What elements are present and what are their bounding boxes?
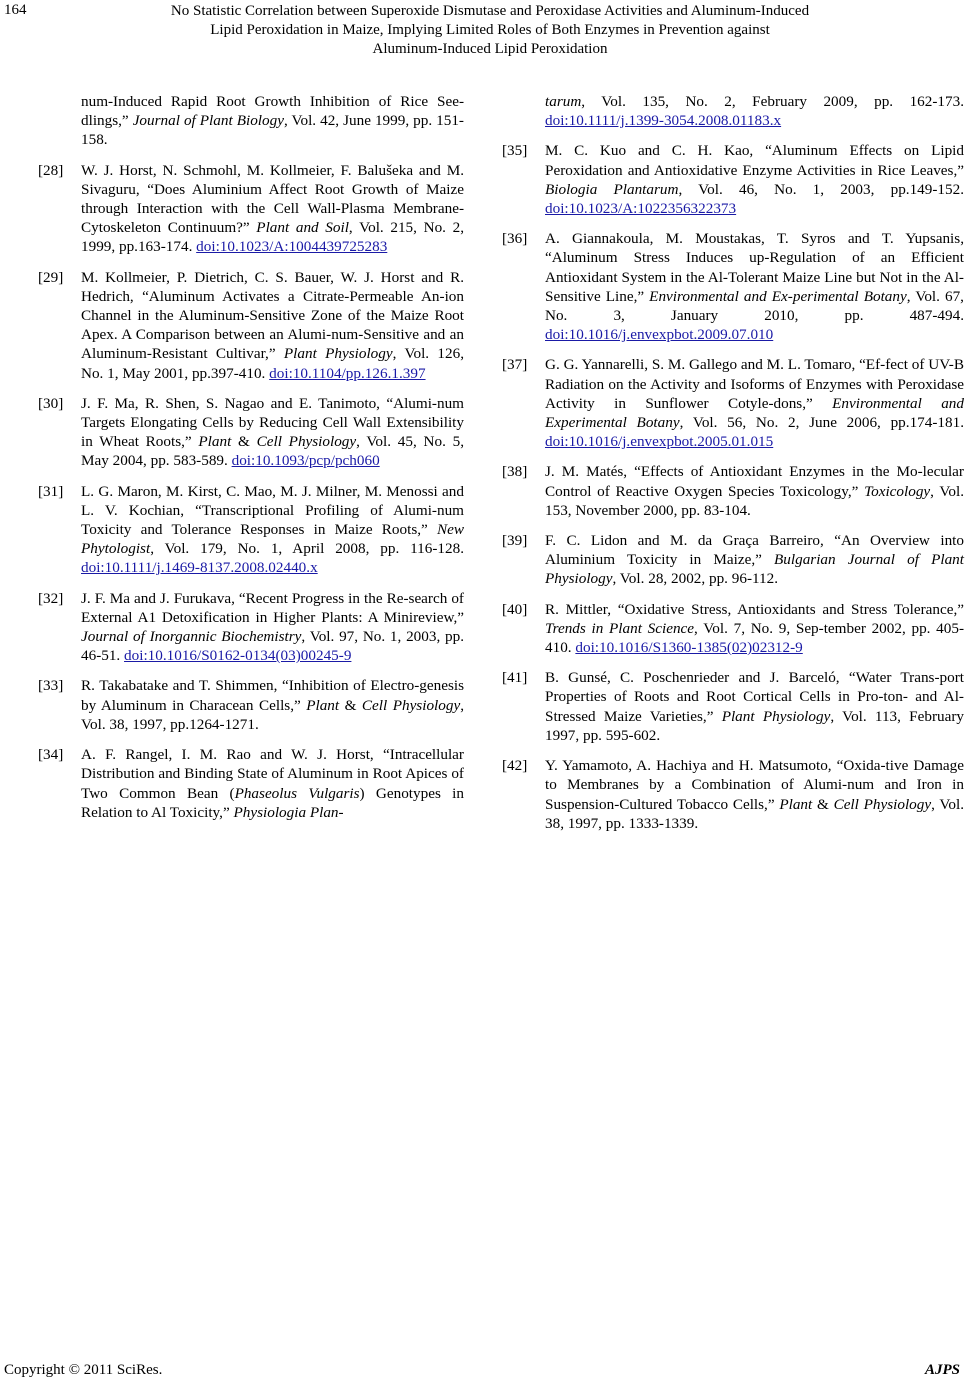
reference-text: A. F. Rangel, I. M. Rao and W. J. Horst, “Intracellular Distribution and Binding State of Aluminum in Root Apices of Two Common Bean (Phaseolus Vulgaris) Genotypes in Relation to Al Toxicity,” Physiologia Plan- [81,746,464,821]
reference-text: num-Induced Rapid Root Growth Inhibition of Rice See-dlings,” Journal of Plant Biology, Vol. 42, June 1999, pp. 151-158. [81,93,464,149]
reference-number: [32] [38,589,64,607]
reference-text: L. G. Maron, M. Kirst, C. Mao, M. J. Milner, M. Menossi and L. V. Kochian, “Transcriptional Profiling of Alumi-num Toxicity and Tolerance Responses in Maize Roots,” New Phytologist, Vol. 179, No. 1, April 2008, pp. 116-128. doi:10.1111/j.1469-8137.2008.02440.x [81,482,464,577]
reference-entry [502,756,964,833]
page-number: 164 [4,2,27,18]
reference-number: [30] [38,394,64,412]
reference-text: G. G. Yannarelli, S. M. Gallego and M. L. Tomaro, “Ef-fect of UV-B Radiation on the Activity and Isoforms of Enzymes with Peroxidase Activity in Sunflower Cotyle-dons,” Environmental and Experimental Botany, Vol. 56, No. 2, June 2006, pp.174-181. doi:10.1016/j.envexpbot.2005.01.015 [545,356,964,451]
reference-text: Y. Yamamoto, A. Hachiya and H. Matsumoto, “Oxida-tive Damage to Membranes by a Combination of Alumi-num and Iron in Suspension-Cultured Tobacco Cells,” Plant & Cell Physiology, Vol. 38, 1997, pp. 1333-1339. [545,757,964,832]
reference-number: [33] [38,677,64,695]
reference-number: [28] [38,161,64,179]
reference-number: [35] [502,142,528,160]
running-title-line-1: No Statistic Correlation between Superoxide Dismutase and Peroxidase Activities and Aluminum-Induced [170,3,810,19]
reference-number: [29] [38,268,64,286]
reference-number: [31] [38,482,64,500]
doi-link[interactable]: doi:10.1023/A:1022356322373 [545,200,737,218]
reference-text: M. Kollmeier, P. Dietrich, C. S. Bauer, W. J. Horst and R. Hedrich, “Aluminum Activates a Citrate-Permeable An-ion Channel in the Aluminum-Sensitive Zone of the Maize Root Apex. A Comparison between an Alumi-num-Sensitive and an Aluminum-Resistant Cultivar,” Plant Physiology, Vol. 126, No. 1, May 2001, pp.397-410. doi:10.1104/pp.126.1.397 [81,268,464,382]
reference-entry [502,462,964,520]
journal-abbreviation: AJPS [924,1362,960,1378]
reference-entry [38,394,464,471]
running-title-line-2: Lipid Peroxidation in Maize, Implying Limited Roles of Both Enzymes in Prevention against [210,22,770,38]
reference-number: [36] [502,230,528,248]
doi-link[interactable]: doi:10.1111/j.1469-8137.2008.02440.x [81,559,318,577]
doi-link[interactable]: doi:10.1111/j.1399-3054.2008.01183.x [545,112,782,130]
reference-entry [502,600,964,658]
doi-link[interactable]: doi:10.1016/j.envexpbot.2005.01.015 [545,433,774,451]
doi-link[interactable]: doi:10.1023/A:1004439725283 [196,238,388,256]
reference-column-right [502,92,964,844]
reference-text: F. C. Lidon and M. da Graça Barreiro, “An Overview into Aluminium Toxicity in Maize,” Bulgarian Journal of Plant Physiology, Vol. 28, 2002, pp. 96-112. [545,532,964,588]
reference-number: [34] [38,746,64,764]
reference-text: M. C. Kuo and C. H. Kao, “Aluminum Effects on Lipid Peroxidation and Antioxidative Enzyme Activities in Rice Leaves,” Biologia Plantarum, Vol. 46, No. 1, 2003, pp.149-152. doi:10.1023/A:1022356322373 [545,142,965,218]
reference-text: J. F. Ma and J. Furukava, “Recent Progress in the Re-search of External A1 Detoxification in Higher Plants: A Minireview,” Journal of Inorgannic Biochemistry, Vol. 97, No. 1, 2003, pp. 46-51. doi:10.1016/S0162-0134(03)00245-9 [81,589,464,665]
reference-text: A. Giannakoula, M. Moustakas, T. Syros and T. Yupsanis, “Aluminum Stress Induces up-Regulation of an Efficient Antioxidant System in the Al-Tolerant Maize Line but Not in the Al-Sensitive Line,” Environmental and Ex-perimental Botany, Vol. 67, No. 3, January 2010, pp. 487-494. doi:10.1016/j.envexpbot.2009.07.010 [545,230,964,344]
reference-number: [42] [502,757,528,775]
reference-number: [40] [502,600,528,618]
reference-entry [38,589,464,666]
doi-link[interactable]: doi:10.1016/S0162-0134(03)00245-9 [124,647,352,665]
doi-link[interactable]: doi:10.1093/pcp/pch060 [231,452,380,470]
reference-entry [38,676,464,734]
reference-text: B. Gunsé, C. Poschenrieder and J. Barceló, “Water Trans-port Properties of Roots and Root Cortical Cells in Pro-ton- and Al-Stressed Maize Varieties,” Plant Physiology, Vol. 113, February 1997, pp. 595-602. [545,669,965,744]
reference-column-left [38,92,464,833]
copyright-notice: Copyright © 2011 SciRes. [4,1362,163,1378]
reference-text: J. F. Ma, R. Shen, S. Nagao and E. Tanimoto, “Alumi-num Targets Elongating Cells by Reducing Cell Wall Extensibility in Wheat Roots,” Plant & Cell Physiology, Vol. 45, No. 5, May 2004, pp. 583-589. doi:10.1093/pcp/pch060 [81,394,465,470]
reference-entry [502,531,964,589]
running-title-line-3: Aluminum-Induced Lipid Peroxidation [372,41,608,57]
reference-text: tarum, Vol. 135, No. 2, February 2009, pp. 162-173. doi:10.1111/j.1399-3054.2008.01183.x [545,93,964,130]
doi-link[interactable]: doi:10.1104/pp.126.1.397 [269,364,426,382]
reference-text: J. M. Matés, “Effects of Antioxidant Enzymes in the Mo-lecular Control of Reactive Oxygen Species Toxicology,” Toxicology, Vol. 153, November 2000, pp. 83-104. [545,463,964,519]
doi-link[interactable]: doi:10.1016/j.envexpbot.2009.07.010 [545,326,774,344]
reference-entry [502,355,964,451]
reference-number: [41] [502,669,528,687]
doi-link[interactable]: doi:10.1016/S1360-1385(02)02312-9 [575,639,803,657]
reference-text: R. Takabatake and T. Shimmen, “Inhibition of Electro-genesis by Aluminum in Characean Cells,” Plant & Cell Physiology, Vol. 38, 1997, pp.1264-1271. [81,677,464,733]
reference-entry [38,161,464,257]
reference-entry [502,141,964,218]
reference-entry [38,745,464,822]
reference-entry [502,229,964,344]
reference-entry [38,482,464,578]
reference-entry [38,92,464,150]
reference-number: [38] [502,463,528,481]
reference-number: [39] [502,532,528,550]
running-title [100,2,880,59]
reference-entry [502,668,964,745]
reference-entry [38,268,464,383]
reference-text: R. Mittler, “Oxidative Stress, Antioxidants and Stress Tolerance,” Trends in Plant Science, Vol. 7, No. 9, Sep-tember 2002, pp. 405-410. doi:10.1016/S1360-1385(02)02312-9 [545,600,965,657]
reference-number: [37] [502,356,528,374]
reference-text: W. J. Horst, N. Schmohl, M. Kollmeier, F. Balušeka and M. Sivaguru, “Does Aluminium Affect Root Growth of Maize through Interaction with the Cell Wall-Plasma Membrane-Cytoskeleton Continuum?” Plant and Soil, Vol. 215, No. 2, 1999, pp.163-174. doi:10.1023/A:1004439725283 [81,161,465,256]
reference-entry [502,92,964,130]
